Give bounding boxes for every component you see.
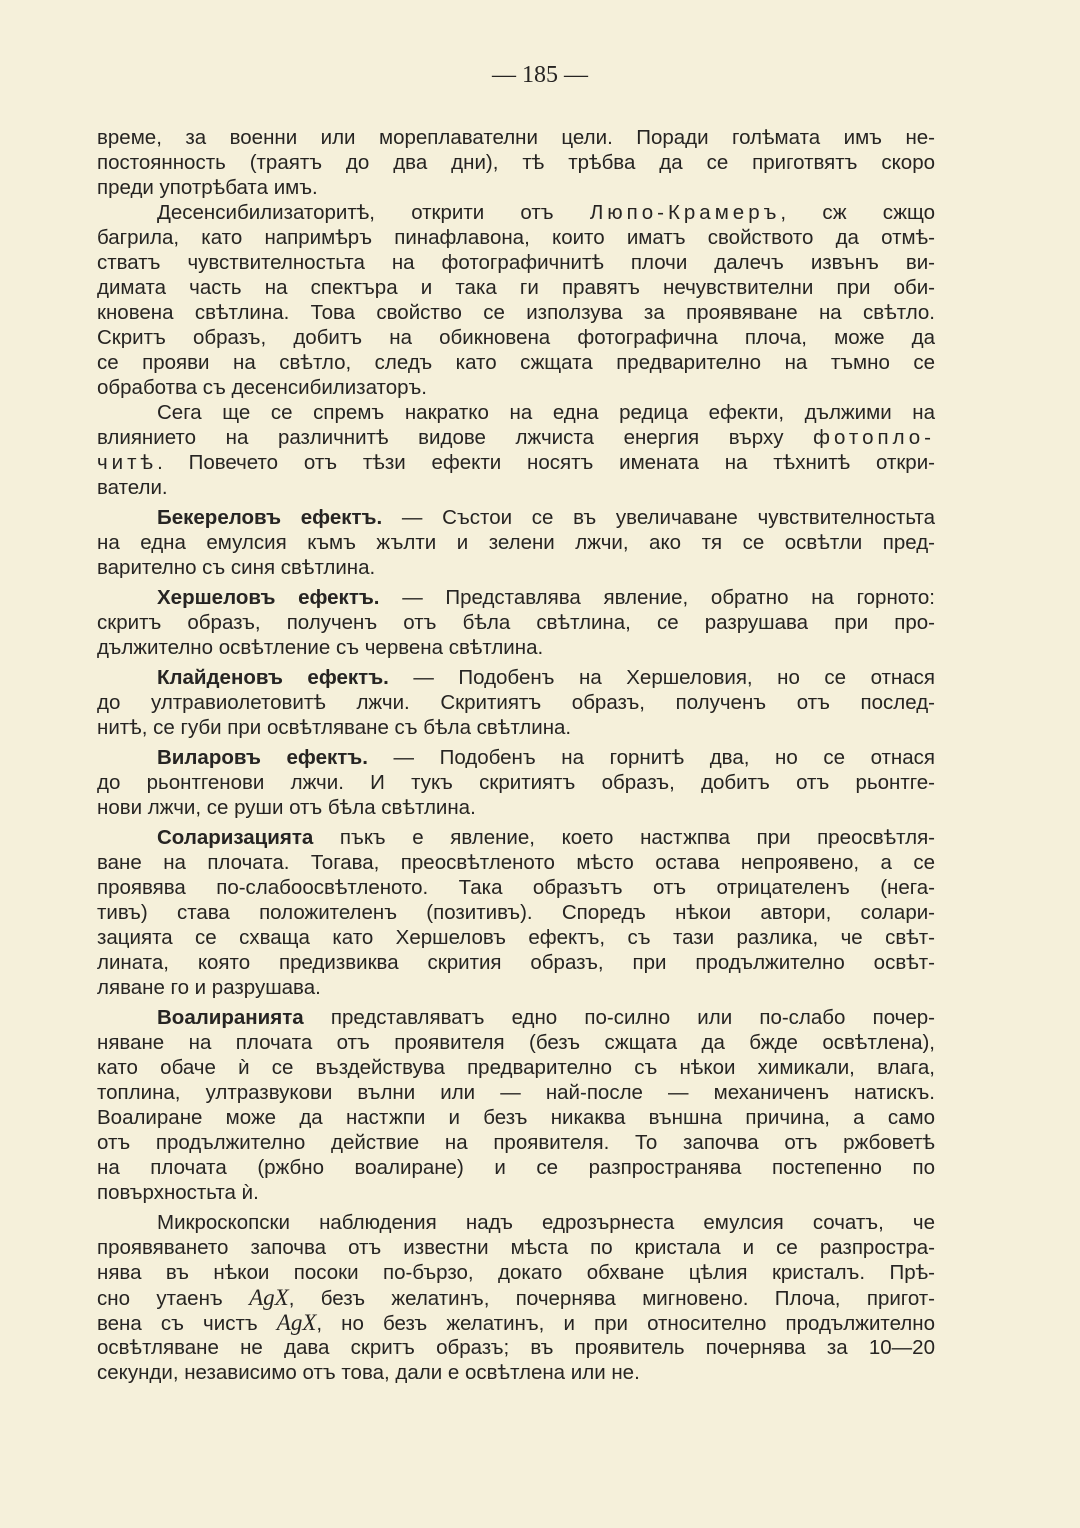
formula: AgX bbox=[249, 1285, 289, 1310]
text-line: багрила, като напримѣръ пинафлавона, които иматъ свойството да отмѣ- bbox=[97, 226, 935, 249]
page-number: — 185 — bbox=[492, 62, 588, 88]
text-line: тивъ) става положителенъ (позитивъ). Споредъ нѣкои автори, солари- bbox=[97, 901, 935, 924]
text-line: нитѣ, се губи при освѣтляване съ бѣла свѣтлина. bbox=[97, 716, 572, 739]
text-line: Воалиране може да настжпи и безъ никаква външна причина, а само bbox=[97, 1106, 935, 1129]
bold-term: Виларовъ ефектъ. bbox=[157, 746, 368, 769]
text-line: нови лжчи, се руши отъ бѣла свѣтлина. bbox=[97, 796, 476, 819]
text-line: скритъ образъ, полученъ отъ бѣла свѣтлина, се разрушава при про- bbox=[97, 611, 935, 634]
text-line: сно утаенъ AgX, безъ желатинъ, почернява мигновено. Плоча, пригот- bbox=[97, 1285, 935, 1310]
text-line: ватели. bbox=[97, 476, 168, 499]
text-line: на една емулсия къмъ жълти и зелени лжчи, ако тя се освѣтли пред- bbox=[97, 531, 935, 554]
text-line: освѣтляване не дава скритъ образъ; въ проявитель почернява за 10—20 bbox=[97, 1336, 935, 1359]
text-line: до ултравиолетовитѣ лжчи. Скритиятъ образъ, полученъ отъ послед- bbox=[97, 691, 935, 714]
paragraph bbox=[97, 505, 935, 580]
text-line: Воалиранията представляватъ едно по-силно или по-слабо почер- bbox=[157, 1006, 935, 1029]
paragraph bbox=[97, 1005, 935, 1205]
formula: AgX bbox=[276, 1310, 317, 1335]
text-line: проявява по-слабоосвѣтленото. Така образътъ отъ отрицателенъ (нега- bbox=[97, 876, 935, 899]
spaced-text: Люпо-Крамеръ bbox=[589, 201, 781, 224]
text-line: Хершеловъ ефектъ. — Представлява явление, обратно на горното: bbox=[157, 586, 935, 609]
bold-term: Соларизацията bbox=[157, 826, 314, 849]
text-line: лината, която предизвиква скрития образъ, при продължително освѣт- bbox=[97, 951, 935, 974]
paragraph bbox=[97, 745, 935, 820]
text-line: Скритъ образъ, добитъ на обикновена фотографична плоча, може да bbox=[97, 326, 935, 349]
text-line: секунди, независимо отъ това, дали е освѣтлена или не. bbox=[97, 1361, 640, 1384]
bold-term: Бекереловъ ефектъ. bbox=[157, 506, 383, 529]
text-line: преди употрѣбата имъ. bbox=[97, 176, 318, 199]
bold-term: Клайденовъ ефектъ. bbox=[157, 666, 389, 689]
spaced-text: фотопло- bbox=[813, 426, 935, 449]
text-line: влиянието на различнитѣ видове лжчиста енергия върху фотопло- bbox=[97, 426, 935, 449]
paragraph bbox=[97, 585, 935, 660]
text-line: като обаче ѝ се въздействува предварително съ нѣкои химикали, влага, bbox=[97, 1056, 935, 1079]
text-line: се прояви на свѣтло, следъ като сжщата предварително на тъмно се bbox=[97, 351, 935, 374]
text-line: проявяването започва отъ известни мѣста по кристала и се разпростра- bbox=[97, 1236, 935, 1259]
text-line: постоянность (траятъ до два дни), тѣ трѣбва да се приготвятъ скоро bbox=[97, 151, 935, 174]
text-line: топлина, ултразвукови вълни или — най-после — механиченъ натискъ. bbox=[97, 1081, 935, 1104]
paragraph bbox=[97, 400, 935, 500]
bold-term: Воалиранията bbox=[157, 1006, 304, 1029]
text-line: Клайденовъ ефектъ. — Подобенъ на Хершеловия, но се отнася bbox=[157, 666, 935, 689]
text-line: няване на плочата отъ проявителя (безъ сжщата да бжде освѣтлена), bbox=[97, 1031, 935, 1054]
text-line: Соларизацията пъкъ е явление, което настжпва при преосвѣтля- bbox=[157, 826, 935, 849]
text-line: дължително освѣтление съ червена свѣтлина. bbox=[97, 636, 544, 659]
paragraph bbox=[97, 825, 935, 1000]
text-line: кновена свѣтлина. Това свойство се използува за проявяване на свѣтло. bbox=[97, 301, 935, 324]
text-line: Микроскопски наблюдения надъ едрозърнеста емулсия сочатъ, че bbox=[157, 1211, 935, 1234]
paragraph bbox=[97, 200, 935, 400]
text-line: Виларовъ ефектъ. — Подобенъ на горнитѣ два, но се отнася bbox=[157, 746, 935, 769]
text-line: вена съ чистъ AgX, но безъ желатинъ, и при относително продължително bbox=[97, 1310, 935, 1335]
spaced-text: читѣ bbox=[97, 451, 158, 474]
paragraph bbox=[97, 665, 935, 740]
paragraph bbox=[97, 125, 935, 200]
text-line: отъ продължително действие на проявителя. То започва отъ ржбоветѣ bbox=[97, 1131, 935, 1154]
text-line: Бекереловъ ефектъ. — Състои се въ увеличаване чувствителностьта bbox=[157, 506, 935, 529]
body-text bbox=[97, 125, 935, 1385]
text-line: читѣ. Повечето отъ тѣзи ефекти носятъ имената на тѣхнитѣ откри- bbox=[97, 451, 935, 474]
text-line: варително съ синя свѣтлина. bbox=[97, 556, 376, 579]
text-line: ляване го и разрушава. bbox=[97, 976, 321, 999]
text-line: Сега ще се спремъ накратко на една редица ефекти, дължими на bbox=[157, 401, 935, 424]
bold-term: Хершеловъ ефектъ. bbox=[157, 586, 380, 609]
paragraph bbox=[97, 1210, 935, 1385]
text-line: нява въ нѣкои посоки по-бързо, докато обхване цѣлия кристалъ. Прѣ- bbox=[97, 1261, 935, 1284]
text-line: на плочата (ржбно воалиране) и се разпространява постепенно по bbox=[97, 1156, 935, 1179]
text-line: повърхностьта ѝ. bbox=[97, 1181, 259, 1204]
text-line: ване на плочата. Тогава, преосвѣтленото мѣсто остава непроявено, а се bbox=[97, 851, 935, 874]
text-line: обработва съ десенсибилизаторъ. bbox=[97, 376, 428, 399]
text-line: зацията се схваща като Хершеловъ ефектъ, съ тази разлика, че свѣт- bbox=[97, 926, 935, 949]
text-line: до рьонтгенови лжчи. И тукъ скритиятъ образъ, добитъ отъ рьонтге- bbox=[97, 771, 935, 794]
text-line: димата часть на спектъра и така ги правятъ нечувствителни при оби- bbox=[97, 276, 935, 299]
text-line: стватъ чувствителностьта на фотографичнитѣ плочи далечъ извънъ ви- bbox=[97, 251, 935, 274]
text-line: време, за военни или мореплавателни цели. Поради голѣмата имъ не- bbox=[97, 126, 935, 149]
text-line: Десенсибилизаторитѣ, открити отъ Люпо-Крамеръ, сж сжщо bbox=[157, 201, 935, 224]
